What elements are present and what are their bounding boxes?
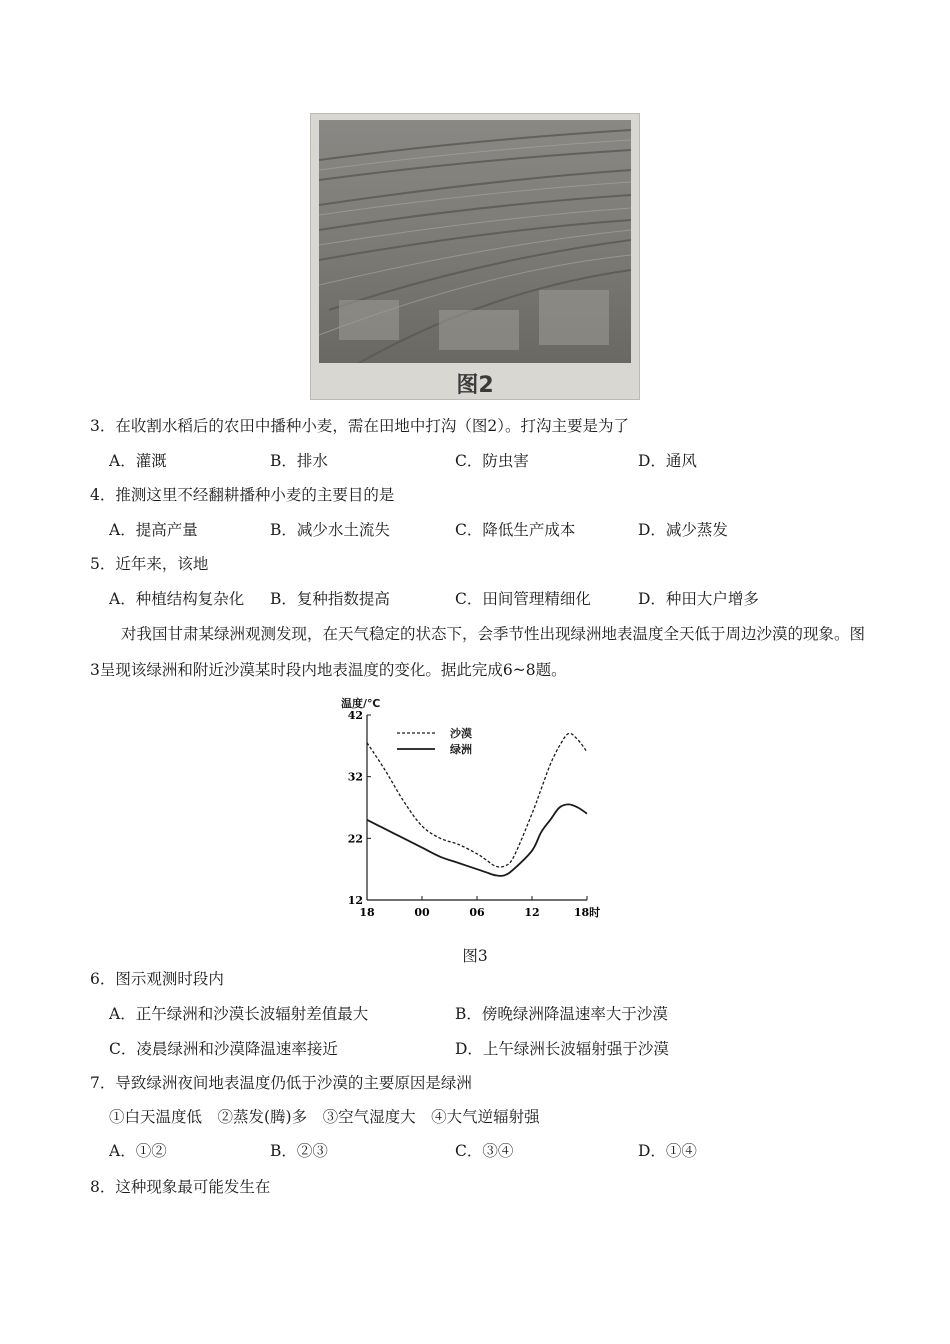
x-tick-label: 18时 (573, 906, 601, 919)
question-5: 5．近年来，该地 (90, 555, 209, 573)
question-7: 7．导致绿洲夜间地表温度仍低于沙漠的主要原因是绿洲 (90, 1074, 472, 1092)
legend-label-oasis: 绿洲 (450, 743, 472, 756)
q5-option-d: D．种田大户增多 (638, 590, 759, 608)
q5-option-c: C．田间管理精细化 (455, 590, 591, 608)
q6-option-c: C．凌晨绿洲和沙漠降温速率接近 (109, 1040, 338, 1058)
q4-option-d: D．减少蒸发 (638, 521, 728, 539)
q7-option-d: D．①④ (638, 1142, 697, 1160)
q6-option-d: D．上午绿洲长波辐射强于沙漠 (455, 1040, 669, 1058)
figure-3-caption: 图3 (462, 947, 488, 965)
q5-option-b: B．复种指数提高 (270, 590, 390, 608)
q3-option-c: C．防虫害 (455, 452, 529, 470)
q3-option-a: A．灌溉 (109, 452, 167, 470)
question-8: 8．这种现象最可能发生在 (90, 1178, 271, 1196)
q3-option-d: D．通风 (638, 452, 697, 470)
chart-legend (397, 726, 472, 756)
y-tick-label: 22 (347, 832, 363, 846)
y-tick-label: 12 (347, 894, 363, 907)
q4-option-b: B．减少水土流失 (270, 521, 390, 539)
y-tick-label: 32 (347, 770, 363, 784)
figure-2-caption: 图2 (456, 373, 494, 398)
x-tick-label: 18 (359, 906, 375, 919)
q7-items: ①白天温度低 ②蒸发(腾)多 ③空气湿度大 ④大气逆辐射强 (109, 1108, 540, 1126)
question-3: 3．在收割水稻后的农田中播种小麦，需在田地中打沟（图2）。打沟主要是为了 (90, 417, 629, 435)
series-line-desert (367, 733, 587, 867)
chart-y-axis-label: 温度/℃ (341, 697, 381, 710)
farmland-photo-icon (319, 120, 631, 363)
x-tick-label: 12 (524, 906, 540, 919)
series-line-oasis (367, 804, 587, 876)
question-6: 6．图示观测时段内 (90, 970, 224, 988)
q5-option-a: A．种植结构复杂化 (109, 590, 245, 608)
q6-option-b: B．傍晚绿洲降温速率大于沙漠 (455, 1005, 668, 1023)
temperature-chart (335, 693, 625, 933)
x-tick-label: 00 (414, 906, 430, 919)
legend-label-desert: 沙漠 (450, 727, 472, 740)
figure-2-photo (310, 113, 640, 400)
x-tick-label: 06 (469, 906, 485, 919)
q3-option-b: B．排水 (270, 452, 328, 470)
q4-option-a: A．提高产量 (109, 521, 198, 539)
intro-paragraph: 对我国甘肃某绿洲观测发现，在天气稳定的状态下，会季节性出现绿洲地表温度全天低于周边沙漠的现象。图3呈现该绿洲和附近沙漠某时段内地表温度的变化。据此完成6~8题。 (90, 625, 866, 679)
q6-option-a: A．正午绿洲和沙漠长波辐射差值最大 (109, 1005, 369, 1023)
q7-option-b: B．②③ (270, 1142, 328, 1160)
q7-option-c: C．③④ (455, 1142, 514, 1160)
y-tick-label: 42 (347, 709, 363, 722)
q7-option-a: A．①② (109, 1142, 167, 1160)
question-4: 4．推测这里不经翻耕播种小麦的主要目的是 (90, 486, 395, 504)
q4-option-c: C．降低生产成本 (455, 521, 576, 539)
